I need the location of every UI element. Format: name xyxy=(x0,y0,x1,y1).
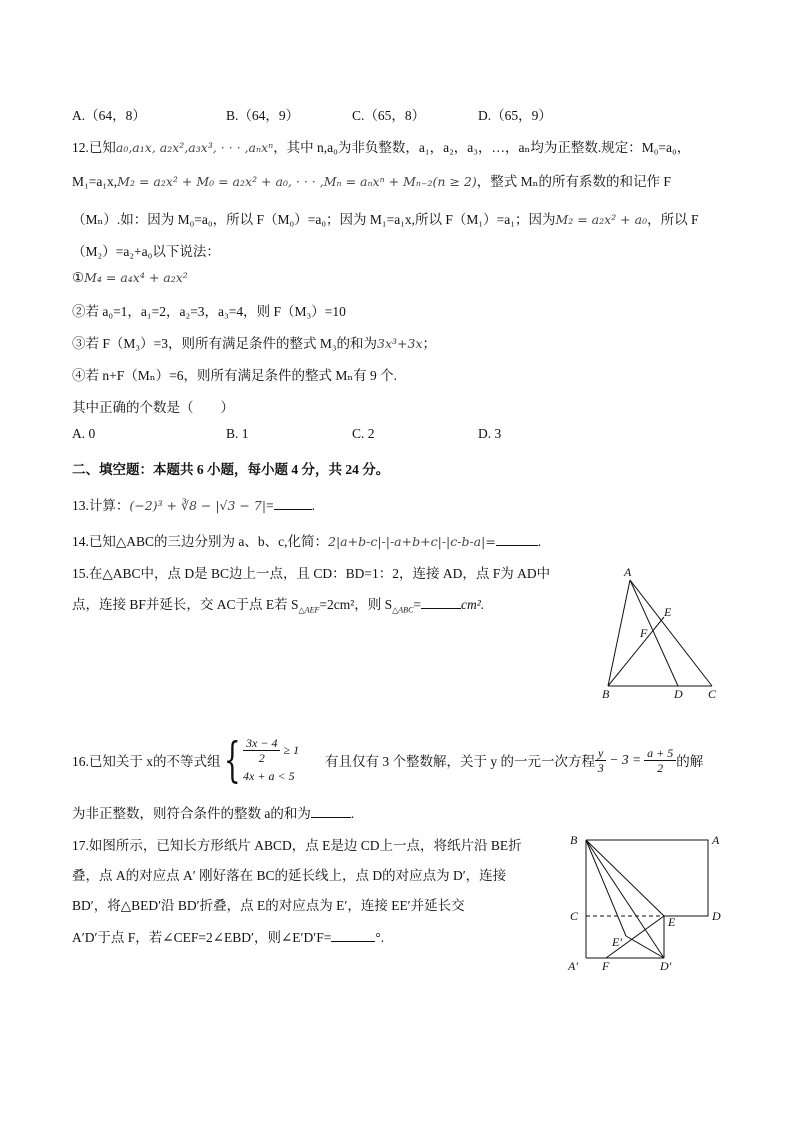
q17-line3: BD′，将△BED′沿 BD′折叠，点 E的对应点为 E′，连接 EE′并延长交 xyxy=(72,898,465,913)
q13: 13.计算：(−2)³ + ∛8 − |√3 − 7|= . xyxy=(72,498,316,513)
side-ab xyxy=(608,580,630,686)
q16-answer-blank[interactable] xyxy=(311,805,351,818)
inequality-system: $\frac{3x - 4}{2}$ ≥ 1 4x + a < 5 xyxy=(243,736,300,783)
label-a: A xyxy=(624,565,632,579)
q12-line3: （Mₙ）.如：因为 M₀=a₀，所以 F（M₀）=a₀；因为 M₁=a₁x,所以 F（M₁）=a₁；因为M₂ = a₂x² + a₀，所以 F xyxy=(72,212,699,227)
q15-answer-blank[interactable] xyxy=(421,596,461,609)
segment-be-prime xyxy=(586,840,626,936)
q17-line1: 17.如图所示，已知长方形纸片 ABCD，点 E是边 CD上一点，将纸片沿 BE折 xyxy=(72,838,522,853)
q12-choice-d: D. 3 xyxy=(478,426,502,441)
q16-line1: 16.已知关于 x的不等式组 { $\frac{3x - 4}{2}$ ≥ 1 4x + a < 5 有且仅有 3 个整数解，关于 y 的一元一次方程 $\frac{y}{3}$ − 3 = $\frac{a + 5}{2}$ 的解 xyxy=(72,732,704,788)
q15-line2: 点，连接 BF并延长，交 AC于点 E若 $S_{\triangle AEF}=2cm^2$，则 $S_{\triangle ABC}= cm^2$. xyxy=(72,597,485,615)
q12-line1: 12.已知a₀,a₁x, a₂x²,a₃x³, · · · ,aₙxⁿ，其中 n,a₀为非负整数，a₁，a₂，a₃，…，aₙ均为正整数.规定：M₀=a₀， xyxy=(72,140,691,155)
label-f: F xyxy=(602,959,610,973)
q12-line4: （M₂）=a₂+a₀以下说法： xyxy=(72,244,220,259)
label-b: B xyxy=(570,833,578,847)
q12-choice-a: A. 0 xyxy=(72,426,96,441)
q17-line4: A′D′于点 F，若∠CEF=2∠EBD′，则∠E′D′F= °. xyxy=(72,930,385,945)
q12-line2: M₁=a₁x,M₂ = a₂x² + M₀ = a₂x² + a₀, · · · ,Mₙ = aₙxⁿ + Mₙ₋₂(n ≥ 2)，整式 Mₙ的所有系数的和记作 F xyxy=(72,174,671,189)
q12-math-3: M₂ = a₂x² + a₀ xyxy=(555,212,648,227)
segment-be xyxy=(586,840,664,916)
q12-math-2: M₂ = a₂x² + M₀ = a₂x² + a₀, · · · ,Mₙ = aₙxⁿ + Mₙ₋₂(n ≥ 2) xyxy=(117,174,477,189)
label-a-prime: A′ xyxy=(568,959,578,973)
q11-choice-c: C.（65，8） xyxy=(352,108,426,123)
q11-choice-a: A.（64，8） xyxy=(72,108,146,123)
q17-line2: 叠，点 A的对应点 A′ 刚好落在 BC的延长线上，点 D的对应点为 D′，连接 xyxy=(72,868,507,883)
segment-be xyxy=(608,617,664,686)
q17-answer-blank[interactable] xyxy=(331,929,375,942)
label-f: F xyxy=(640,626,648,640)
section-heading: 二、填空题：本题共 6 小题，每小题 4 分，共 24 分。 xyxy=(72,462,390,477)
q14: 14.已知△ABC的三边分别为 a、b、c,化简：2|a+b-c|-|-a+b+c|-|c-b-a|= . xyxy=(72,534,542,549)
q12-choice-b: B. 1 xyxy=(226,426,249,441)
q11-choice-b: B.（64，9） xyxy=(226,108,300,123)
q12-math-1: a₀,a₁x, a₂x²,a₃x³, · · · ,aₙxⁿ xyxy=(115,140,274,155)
label-e: E xyxy=(668,915,676,929)
label-b: B xyxy=(602,687,610,701)
q12-statement-4: ④若 n+F（Mₙ）=6，则所有满足条件的整式 Mₙ有 9 个. xyxy=(72,368,398,383)
q12-statement-2: ②若 a₀=1，a₁=2，a₂=3，a₃=4，则 F（M₃）=10 xyxy=(72,304,346,319)
segment-bd-prime xyxy=(586,840,664,958)
q12-question: 其中正确的个数是（ ） xyxy=(72,400,234,415)
system-brace: { xyxy=(223,732,241,788)
q15-line1: 15.在△ABC中，点 D是 BC边上一点，且 CD：BD=1：2，连接 AD，点 F为 AD中 xyxy=(72,566,551,581)
q12-statement-1: ①M₄ = a₄x⁴ + a₂x² xyxy=(72,270,188,285)
q11-choice-d: D.（65，9） xyxy=(478,108,552,123)
label-e: E xyxy=(664,605,672,619)
label-d-prime: D′ xyxy=(660,959,672,973)
q12-statement-3: ③若 F（M₃）=3，则所有满足条件的整式 M₃的和为3x³+3x； xyxy=(72,336,437,351)
q15-triangle-figure xyxy=(596,562,746,702)
q16-line2: 为非正整数，则符合条件的整数 a的和为 . xyxy=(72,806,355,821)
label-c: C xyxy=(570,909,579,923)
label-c: C xyxy=(708,687,717,701)
q14-answer-blank[interactable] xyxy=(496,533,538,546)
label-d: D xyxy=(674,687,683,701)
q13-answer-blank[interactable] xyxy=(274,497,312,510)
q12-choice-c: C. 2 xyxy=(352,426,375,441)
label-a: A xyxy=(712,833,720,847)
label-e-prime: E′ xyxy=(612,935,622,949)
rect-top-right xyxy=(586,840,708,916)
q17-fold-figure xyxy=(566,826,736,976)
label-d: D xyxy=(712,909,721,923)
